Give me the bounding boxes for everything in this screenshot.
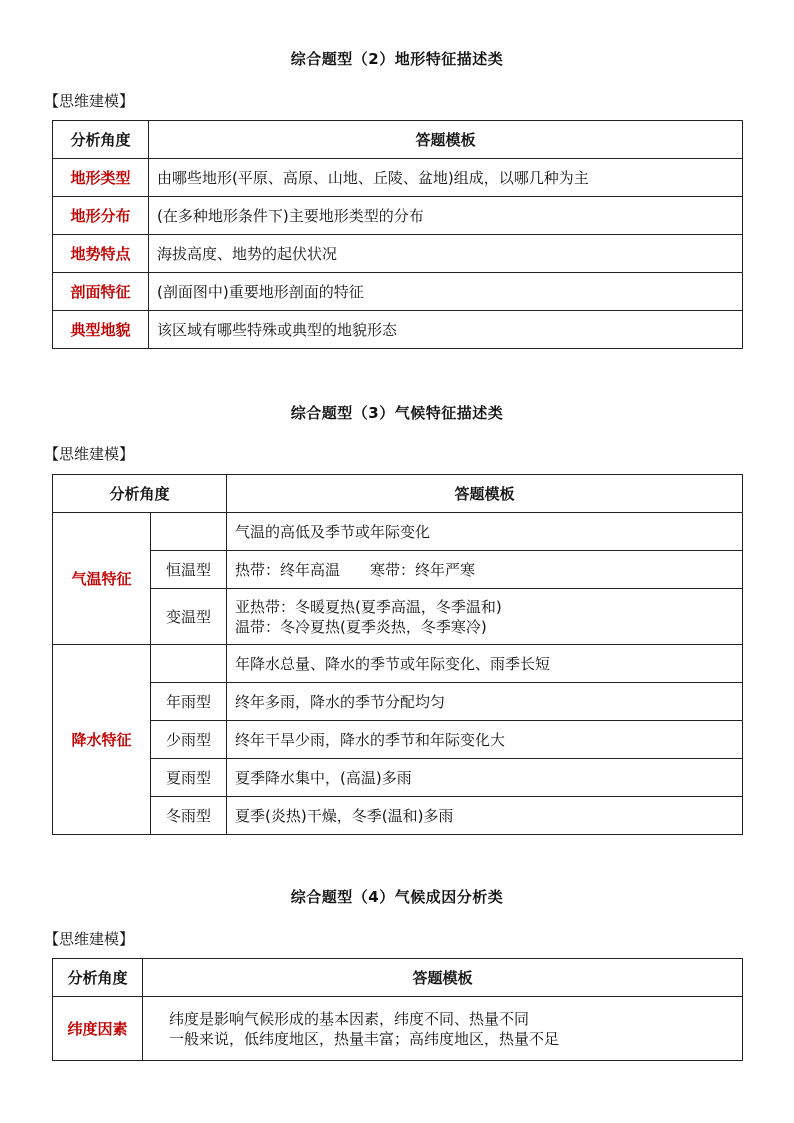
table-row [53, 797, 743, 835]
template-cell: 由哪些地形(平原、高原、山地、丘陵、盆地)组成，以哪几种为主 [149, 159, 743, 197]
type-cell [151, 513, 227, 551]
template-cell: (剖面图中)重要地形剖面的特征 [149, 273, 743, 311]
template-line: 亚热带：冬暖夏热(夏季高温，冬季温和) [235, 597, 502, 616]
type-cell: 冬雨型 [151, 797, 227, 835]
section-title-climate-features: 综合题型（3）气候特征描述类 [290, 404, 504, 422]
template-cell [143, 997, 743, 1061]
terrain-table [52, 120, 743, 349]
template-cell: 夏季(炎热)干燥，冬季(温和)多雨 [227, 797, 743, 835]
type-cell: 少雨型 [151, 721, 227, 759]
template-cell: 夏季降水集中，(高温)多雨 [227, 759, 743, 797]
type-cell: 夏雨型 [151, 759, 227, 797]
table-row [53, 551, 743, 589]
table-header-row [53, 121, 743, 159]
header-angle: 分析角度 [53, 121, 149, 159]
type-cell: 变温型 [151, 589, 227, 645]
climate-causes-table [52, 958, 743, 1061]
type-cell [151, 645, 227, 683]
template-cell: 该区域有哪些特殊或典型的地貌形态 [149, 311, 743, 349]
model-label: 【思维建模】 [44, 445, 135, 463]
model-label: 【思维建模】 [44, 92, 135, 110]
type-cell: 年雨型 [151, 683, 227, 721]
climate-features-table [52, 474, 743, 835]
table-row [53, 997, 743, 1061]
template-line: 温带：冬冷夏热(夏季炎热，冬季寒冷) [235, 617, 487, 636]
template-cell: 终年干旱少雨，降水的季节和年际变化大 [227, 721, 743, 759]
table-row [53, 273, 743, 311]
table-row [53, 159, 743, 197]
angle-cell: 剖面特征 [53, 273, 149, 311]
table-row [53, 513, 743, 551]
template-cell: 气温的高低及季节或年际变化 [227, 513, 743, 551]
angle-cell: 地势特点 [53, 235, 149, 273]
angle-cell-temperature: 气温特征 [53, 513, 151, 645]
type-cell: 恒温型 [151, 551, 227, 589]
header-angle: 分析角度 [53, 475, 227, 513]
header-template: 答题模板 [149, 121, 743, 159]
section-title-terrain: 综合题型（2）地形特征描述类 [290, 50, 504, 68]
template-cell: 年降水总量、降水的季节或年际变化、雨季长短 [227, 645, 743, 683]
angle-cell-precipitation: 降水特征 [53, 645, 151, 835]
section-title-climate-causes: 综合题型（4）气候成因分析类 [290, 888, 504, 906]
header-template: 答题模板 [143, 959, 743, 997]
angle-cell: 纬度因素 [53, 997, 143, 1061]
table-row [53, 721, 743, 759]
template-cell [227, 589, 743, 645]
table-row [53, 645, 743, 683]
template-cell: 海拔高度、地势的起伏状况 [149, 235, 743, 273]
table-row [53, 683, 743, 721]
template-line: 纬度是影响气候形成的基本因素，纬度不同、热量不同 [169, 1009, 530, 1028]
template-line: 一般来说，低纬度地区，热量丰富；高纬度地区，热量不足 [169, 1029, 560, 1048]
template-cell: 热带：终年高温 寒带：终年严寒 [227, 551, 743, 589]
header-angle: 分析角度 [53, 959, 143, 997]
template-cell: (在多种地形条件下)主要地形类型的分布 [149, 197, 743, 235]
table-row [53, 311, 743, 349]
table-row [53, 759, 743, 797]
table-header-row [53, 475, 743, 513]
header-template: 答题模板 [227, 475, 743, 513]
table-row [53, 235, 743, 273]
model-label: 【思维建模】 [44, 930, 135, 948]
table-row [53, 589, 743, 645]
angle-cell: 地形分布 [53, 197, 149, 235]
template-cell: 终年多雨，降水的季节分配均匀 [227, 683, 743, 721]
angle-cell: 典型地貌 [53, 311, 149, 349]
table-header-row [53, 959, 743, 997]
table-row [53, 197, 743, 235]
angle-cell: 地形类型 [53, 159, 149, 197]
